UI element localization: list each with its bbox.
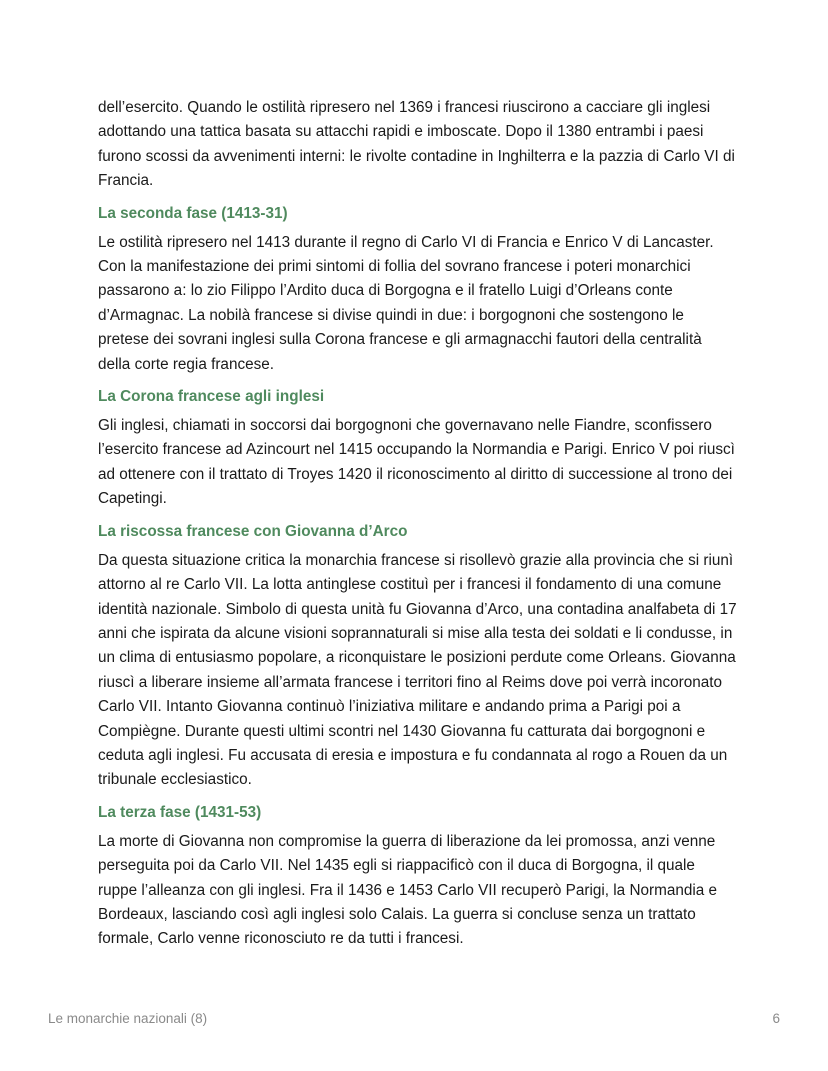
paragraph-intro: dell’esercito. Quando le ostilità ripresero nel 1369 i francesi riuscirono a cacciare gli inglesi adottando una tattica basata su attacchi rapidi e imboscate. Dopo il 1380 entrambi i paesi furono scossi da avvenimenti interni: le rivolte contadine in Inghilterra e la pazzia di Carlo VI di Francia. xyxy=(98,99,735,190)
paragraph-terza-fase: La morte di Giovanna non compromise la guerra di liberazione da lei promossa, anzi venne perseguita poi da Carlo VII. Nel 1435 egli si riappacificò con il duca di Borgogna, il quale ruppe l’alleanza con gli inglesi. Fra il 1436 e 1453 Carlo VII recuperò Parigi, la Normandia e Bordeaux, lasciando così agli inglesi solo Calais. La guerra si concluse senza un trattato formale, Carlo venne riconosciuto re da tutti i francesi. xyxy=(98,832,718,948)
page-footer xyxy=(48,1011,780,1026)
paragraph-corona-francese: Gli inglesi, chiamati in soccorsi dai borgognoni che governavano nelle Fiandre, sconfissero l’esercito francese ad Azincourt nel 1415 occupando la Normandia e Parigi. Enrico V poi riuscì ad ottenere con il trattato di Troyes 1420 il riconoscimento al diritto di successione al trono dei Capetingi. xyxy=(98,417,735,508)
footer-title: Le monarchie nazionali (8) xyxy=(48,1011,208,1026)
heading-terza-fase: La terza fase (1431-53) xyxy=(98,803,262,821)
heading-corona-francese: La Corona francese agli inglesi xyxy=(98,388,325,406)
paragraph-giovanna-darco: Da questa situazione critica la monarchia francese si risollevò grazie alla provincia che si riunì attorno al re Carlo VII. La lotta antinglese costituì per i francesi il fondamento di una comune identità nazionale. Simbolo di questa unità fu Giovanna d’Arco, una contadina analfabeta di 17 anni che ispirata da alcune visioni soprannaturali si mise alla testa dei soldati e li condusse, in un clima di entusiasmo popolare, a riconquistare le posizioni perdute come Orleans. Giovanna riuscì a liberare insieme all’armata francese i territori fino al Reims dove poi verrà incoronato Carlo VII. Intanto Giovanna continuò l’iniziativa militare e andando prima a Parigi poi a Compiègne. Durante questi ultimi scontri nel 1430 Giovanna fu catturata dai borgognoni e ceduta agli inglesi. Fu accusata di eresia e impostura e fu condannata al rogo a Rouen da un tribunale ecclesiastico. xyxy=(98,551,737,789)
heading-giovanna-darco: La riscossa francese con Giovanna d’Arco xyxy=(98,522,408,540)
paragraph-seconda-fase: Le ostilità ripresero nel 1413 durante il regno di Carlo VI di Francia e Enrico V di Lancaster. Con la manifestazione dei primi sintomi di follia del sovrano francese i poteri monarchici passarono a: lo zio Filippo l’Ardito duca di Borgogna e il fratello Luigi d’Orleans conte d’Armagnac. La nobilà francese si divise quindi in due: i borgognoni che sostengono le pretese dei sovrani inglesi sulla Corona francese e gli armagnacchi fautori della centralità della corte regia francese. xyxy=(98,233,714,373)
document-body xyxy=(98,96,738,952)
heading-seconda-fase: La seconda fase (1413-31) xyxy=(98,204,288,222)
page-number: 6 xyxy=(772,1011,780,1026)
